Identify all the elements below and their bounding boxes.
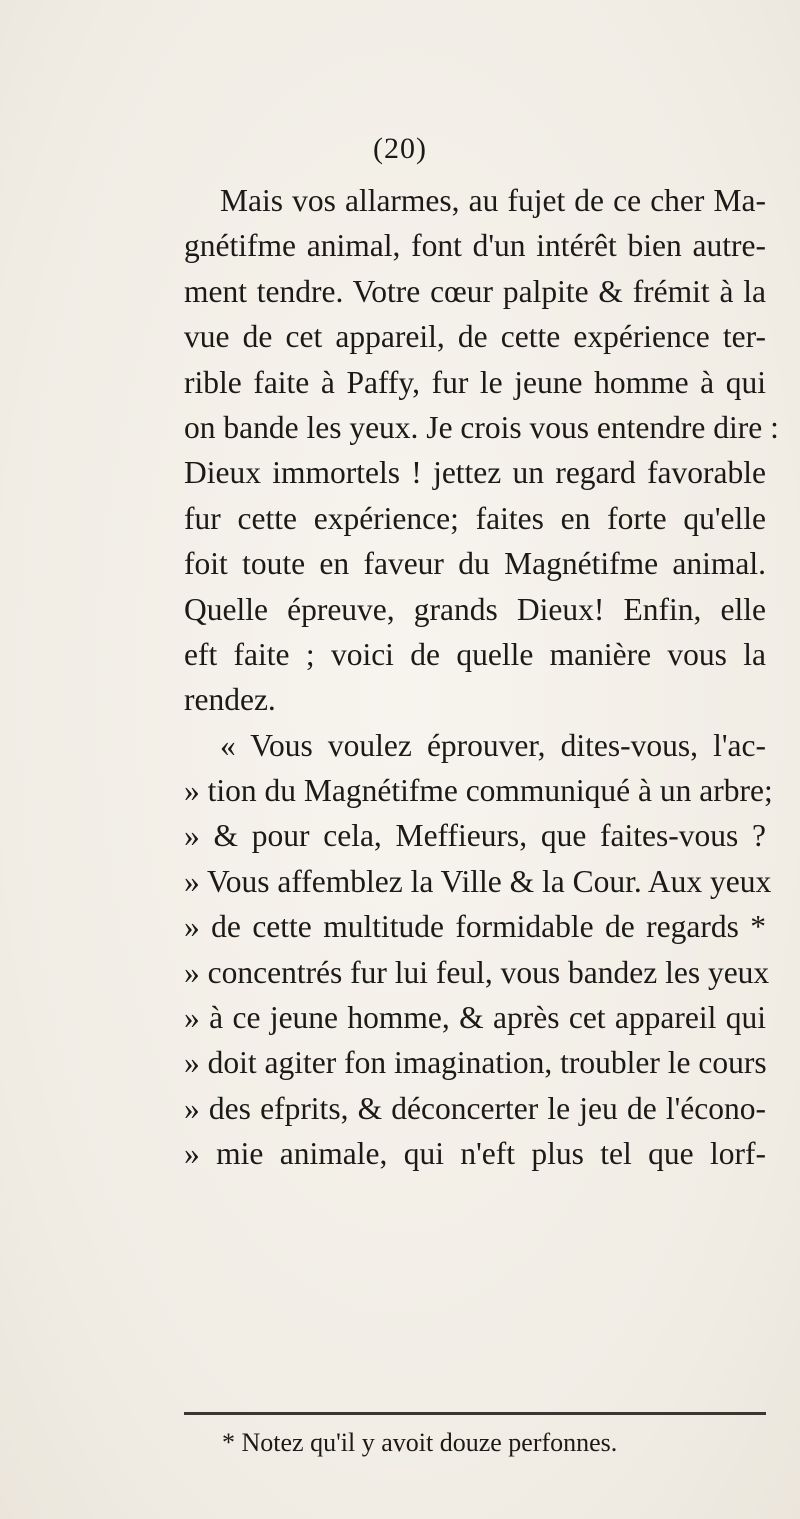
text-line: vue de cet appareil, de cette expérience ter-	[184, 319, 766, 355]
text-line: gnétifme animal, font d'un intérêt bien autre-	[184, 228, 766, 264]
footnote: * Notez qu'il y avoit douze perfonnes.	[222, 1428, 618, 1457]
text-line: rible faite à Paffy, fur le jeune homme à qui	[184, 364, 766, 400]
text-line: eft faite ; voici de quelle manière vous la	[184, 636, 766, 672]
text-line: on bande les yeux. Je crois vous entendre dire :	[184, 409, 779, 445]
text-line: Mais vos allarmes, au fujet de ce cher Ma-	[220, 183, 766, 218]
page-number: (20)	[373, 132, 427, 165]
text-line: » concentrés fur lui feul, vous bandez les yeux	[184, 954, 770, 990]
text-line: » tion du Magnétifme communiqué à un arbre;	[184, 773, 773, 809]
footnote-rule	[184, 1412, 766, 1415]
text-line: » des efprits, & déconcerter le jeu de l'écono-	[184, 1090, 766, 1126]
text-line: rendez.	[184, 682, 276, 718]
text-line: Dieux immortels ! jettez un regard favorable	[184, 455, 766, 491]
text-line: foit toute en faveur du Magnétifme animal.	[184, 546, 766, 582]
text-line: » de cette multitude formidable de regards *	[184, 909, 766, 945]
text-line: fur cette expérience; faites en forte qu'elle	[184, 500, 766, 536]
text-line: » & pour cela, Meffieurs, que faites-vous ?	[184, 818, 766, 854]
body-text	[184, 178, 779, 1177]
text-line: » mie animale, qui n'eft plus tel que lorf-	[184, 1136, 766, 1172]
text-line: » doit agiter fon imagination, troubler le cours	[184, 1045, 767, 1081]
text-line: ment tendre. Votre cœur palpite & frémit à la	[184, 273, 766, 309]
text-line: » à ce jeune homme, & après cet appareil qui	[184, 1000, 766, 1036]
text-line: » Vous affemblez la Ville & la Cour. Aux yeux	[184, 863, 772, 899]
text-line: « Vous voulez éprouver, dites-vous, l'ac-	[220, 727, 766, 763]
text-line: Quelle épreuve, grands Dieux! Enfin, elle	[184, 591, 766, 627]
